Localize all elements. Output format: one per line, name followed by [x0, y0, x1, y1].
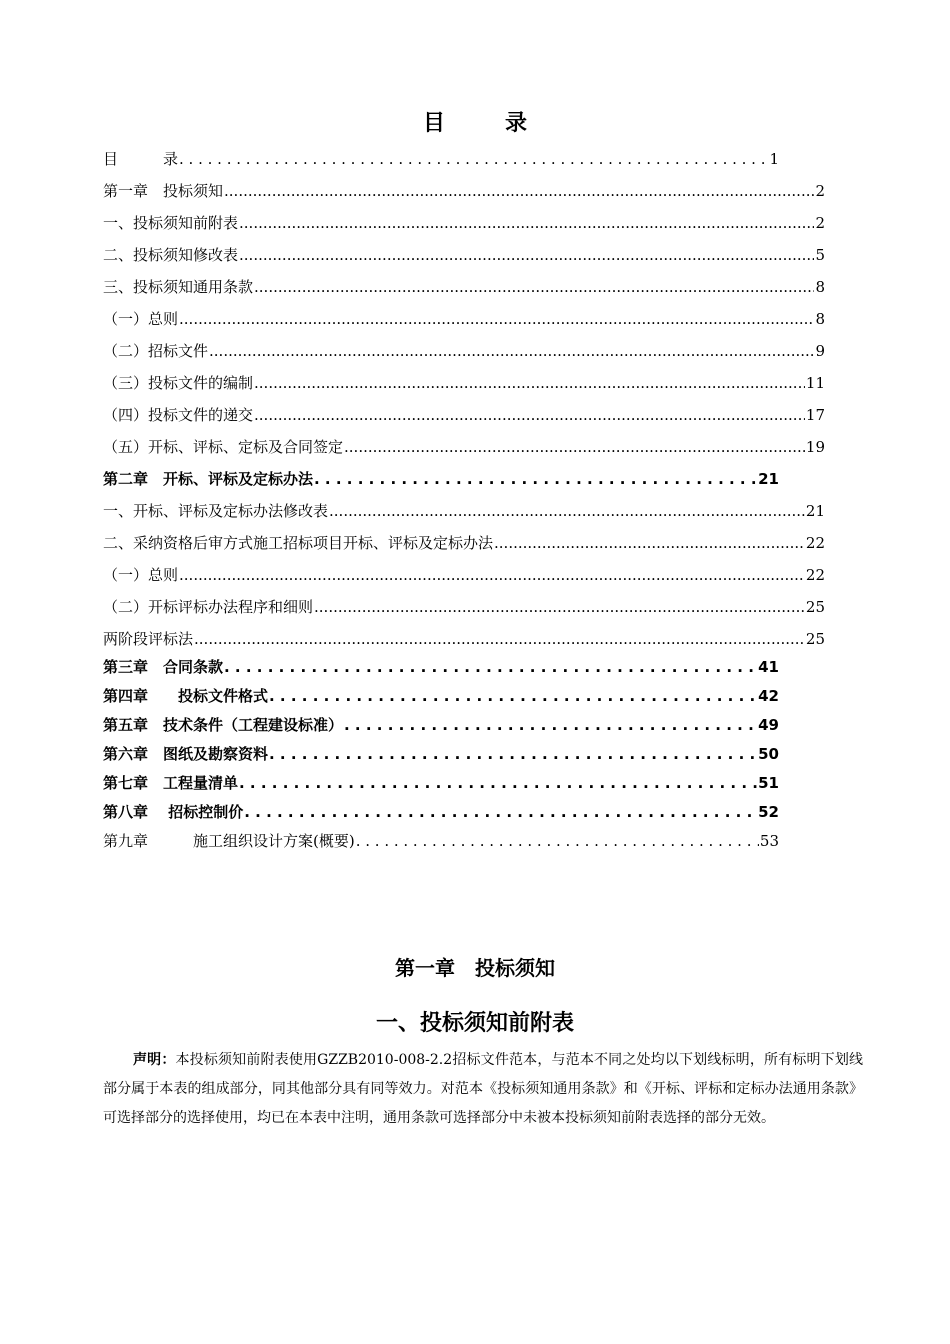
declaration-text: 本投标须知前附表使用GZZB2010-008-2.2招标文件范本，与范本不同之处均以下划线标明，所有标明下划线部分属于本表的组成部分，同其他部分具有同等效力。对范本《投标须知通用条款》和《开标、评标和定标办法通用条款》可选择部分的选择使用，均已在本表中注明，通用条款可选择部分中未被本投标须知前附表选择的部分无效。	[103, 1052, 863, 1126]
toc-entry[interactable]	[103, 745, 779, 763]
toc-entry-label: 第四章 投标文件格式	[103, 687, 269, 705]
toc-entry-page-number: 50	[758, 745, 779, 763]
toc-dot-leader	[329, 502, 805, 520]
toc-dot-leader	[239, 214, 814, 232]
toc-dot-leader	[209, 342, 814, 360]
toc-entry[interactable]	[103, 566, 825, 584]
toc-dot-leader	[244, 803, 757, 821]
toc-entry-label: 第六章 图纸及勘察资料	[103, 745, 269, 763]
toc-entry[interactable]	[103, 278, 825, 296]
toc-entry-label: （五）开标、评标、定标及合同签定	[103, 438, 344, 456]
declaration-lead: 声明：	[133, 1052, 176, 1068]
toc-dot-leader	[194, 630, 805, 648]
toc-entry-label: （四）投标文件的递交	[103, 406, 254, 424]
toc-entry-page-number: 9	[815, 342, 825, 360]
toc-entry-label: 一、开标、评标及定标办法修改表	[103, 502, 329, 520]
toc-dot-leader	[314, 470, 757, 488]
toc-dot-leader	[254, 278, 814, 296]
toc-entry-page-number: 2	[815, 214, 825, 232]
toc-entry-page-number: 25	[805, 630, 825, 648]
toc-entry-page-number: 8	[815, 278, 825, 296]
toc-entry-page-number: 21	[758, 470, 779, 488]
toc-dot-leader	[269, 745, 757, 763]
toc-entry[interactable]	[103, 502, 825, 520]
toc-entry-label: 第九章 施工组织设计方案(概要)	[103, 832, 355, 850]
toc-entry-page-number: 52	[758, 803, 779, 821]
toc-entry-page-number: 21	[805, 502, 825, 520]
section-title: 一、投标须知前附表	[375, 1011, 574, 1036]
toc-dot-leader	[494, 534, 805, 552]
toc-entry[interactable]	[103, 598, 825, 616]
toc-entry[interactable]	[103, 803, 779, 821]
toc-entry-page-number: 2	[815, 182, 825, 200]
toc-dot-leader	[239, 246, 814, 264]
toc-dot-leader	[254, 374, 805, 392]
toc-dot-leader	[179, 566, 805, 584]
toc-entry-page-number: 17	[805, 406, 825, 424]
toc-entry-label: 第三章 合同条款	[103, 658, 224, 676]
toc-entry-page-number: 41	[758, 658, 779, 676]
toc-entry-page-number: 22	[805, 566, 825, 584]
toc-entry-page-number: 53	[759, 832, 779, 850]
toc-dot-leader	[254, 406, 805, 424]
toc-dot-leader	[356, 832, 759, 850]
toc-dot-leader	[344, 438, 805, 456]
toc-entry-page-number: 19	[805, 438, 825, 456]
toc-entry-label: 目 录	[103, 150, 179, 168]
toc-entry-label: 第二章 开标、评标及定标办法	[103, 470, 314, 488]
toc-entry-page-number: 25	[805, 598, 825, 616]
toc-entry[interactable]	[103, 774, 779, 792]
toc-dot-leader	[269, 687, 757, 705]
toc-entry-label: 第七章 工程量清单	[103, 774, 239, 792]
toc-entry-label: （二）开标评标办法程序和细则	[103, 598, 314, 616]
toc-entry-label: 两阶段评标法	[103, 630, 194, 648]
toc-entry[interactable]	[103, 534, 825, 552]
toc-entry-label: （一）总则	[103, 310, 179, 328]
declaration-paragraph	[103, 1046, 863, 1133]
toc-dot-leader	[179, 150, 768, 168]
toc-dot-leader	[314, 598, 805, 616]
toc-entry[interactable]	[103, 687, 779, 705]
toc-entry-label: 第八章 招标控制价	[103, 803, 244, 821]
toc-entry-label: 第一章 投标须知	[103, 182, 224, 200]
toc-dot-leader	[344, 716, 757, 734]
toc-entry[interactable]	[103, 658, 779, 676]
toc-entry[interactable]	[103, 406, 825, 424]
toc-entry-page-number: 1	[769, 150, 779, 168]
toc-entry[interactable]	[103, 832, 779, 850]
toc-entry-page-number: 49	[758, 716, 779, 734]
toc-entry[interactable]	[103, 374, 825, 392]
toc-entry[interactable]	[103, 150, 779, 168]
toc-entry-label: 一、投标须知前附表	[103, 214, 239, 232]
toc-entry-page-number: 11	[805, 374, 825, 392]
toc-entry-page-number: 5	[815, 246, 825, 264]
toc-entry[interactable]	[103, 630, 825, 648]
toc-entry-label: （一）总则	[103, 566, 179, 584]
toc-entry-page-number: 8	[815, 310, 825, 328]
toc-entry[interactable]	[103, 182, 825, 200]
toc-dot-leader	[179, 310, 814, 328]
chapter-title: 第一章 投标须知	[395, 956, 555, 980]
toc-dot-leader	[239, 774, 757, 792]
toc-entry[interactable]	[103, 214, 825, 232]
toc-entry[interactable]	[103, 470, 779, 488]
toc-entry-label: （二）招标文件	[103, 342, 209, 360]
toc-entry-label: （三）投标文件的编制	[103, 374, 254, 392]
toc-entry[interactable]	[103, 246, 825, 264]
toc-entry-page-number: 22	[805, 534, 825, 552]
toc-entry-label: 二、投标须知修改表	[103, 246, 239, 264]
toc-title	[0, 106, 950, 137]
toc-dot-leader	[224, 658, 757, 676]
toc-entry[interactable]	[103, 310, 825, 328]
toc-entry-label: 第五章 技术条件（工程建设标准）	[103, 716, 344, 734]
toc-entry[interactable]	[103, 342, 825, 360]
toc-entry[interactable]	[103, 438, 825, 456]
toc-entry-page-number: 42	[758, 687, 779, 705]
toc-entry-page-number: 51	[758, 774, 779, 792]
toc-entry[interactable]	[103, 716, 779, 734]
toc-dot-leader	[224, 182, 814, 200]
toc-title-right: 录	[505, 111, 528, 136]
toc-entry-label: 二、采纳资格后审方式施工招标项目开标、评标及定标办法	[103, 534, 494, 552]
toc-title-left: 目	[422, 111, 445, 136]
toc-entry-label: 三、投标须知通用条款	[103, 278, 254, 296]
